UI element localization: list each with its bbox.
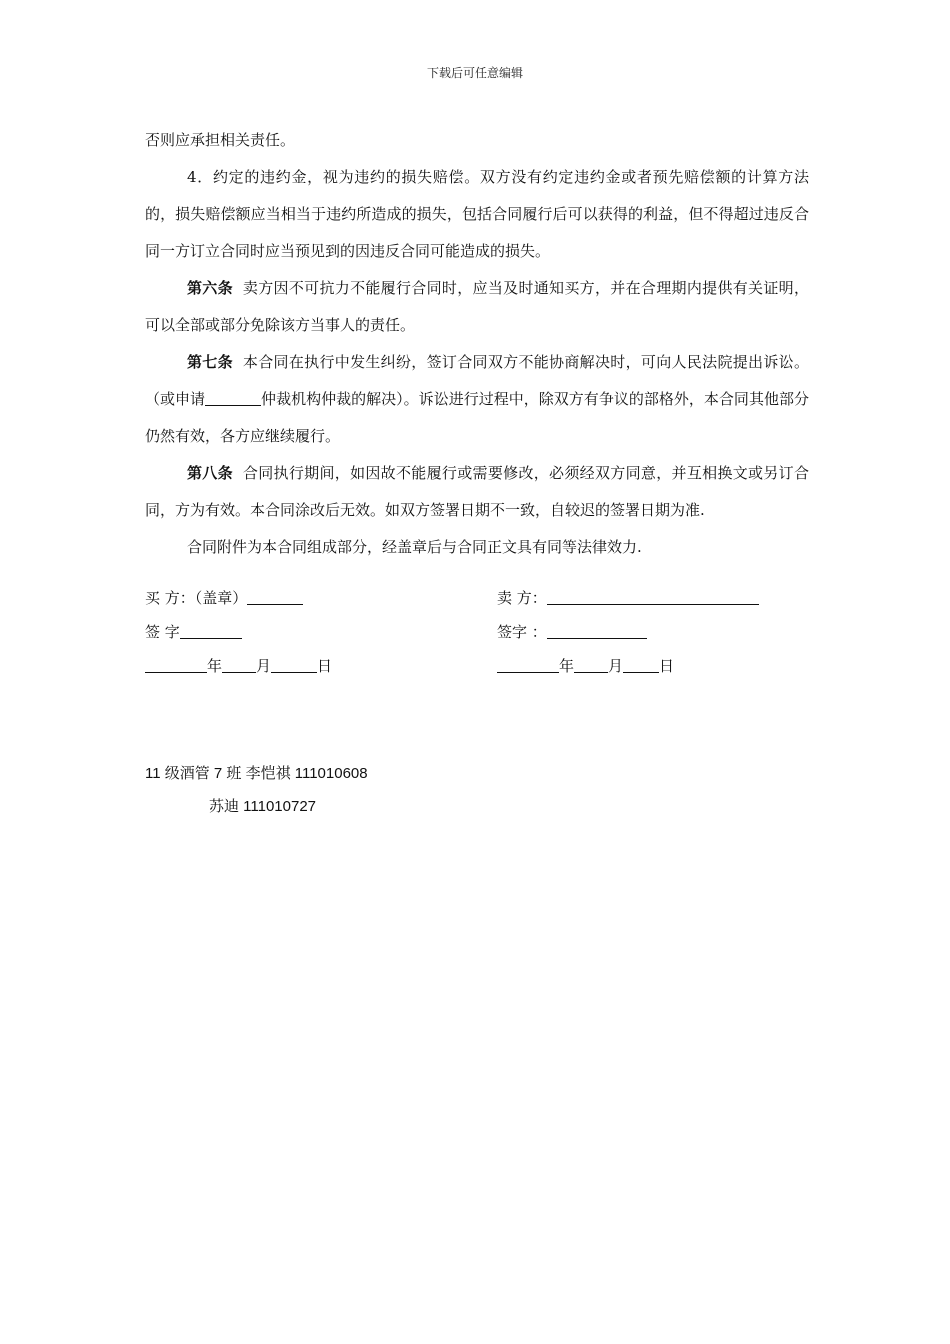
- continuation-text: 否则应承担相关责任。: [145, 131, 296, 149]
- attachment-note: 合同附件为本合同组成部分，经盖章后与合同正文具有同等法律效力.: [187, 538, 642, 556]
- seller-year-label: 年: [559, 657, 575, 675]
- buyer-sign-blank: [180, 623, 242, 639]
- article-8: [145, 455, 809, 529]
- signature-area: [145, 581, 809, 683]
- article-6-body: 卖方因不可抗力不能履行合同时，应当及时通知买方，并在合理期内提供有关证明，可以全部或部分免除该方当事人的责任。: [145, 279, 809, 334]
- article-8-title: 第八条: [187, 464, 233, 482]
- student-line-1: 11 级酒管 7 班 李恺祺 111010608: [145, 765, 368, 782]
- student-info: [145, 757, 368, 823]
- party-row: [145, 581, 809, 615]
- article-7-title: 第七条: [187, 353, 233, 371]
- seller-date-line: [497, 649, 674, 683]
- buyer-label: 买 方：（盖章）: [145, 589, 248, 607]
- buyer-day-blank: [271, 657, 317, 673]
- buyer-seal-blank: [247, 589, 303, 605]
- article-7: [145, 344, 809, 455]
- seller-year-blank: [497, 657, 559, 673]
- date-row: [145, 649, 809, 683]
- article-6-title: 第六条: [187, 279, 233, 297]
- seller-month-blank: [574, 657, 608, 673]
- contract-body: [145, 122, 809, 566]
- seller-label: 卖 方：: [497, 589, 547, 607]
- seller-month-label: 月: [608, 657, 624, 675]
- buyer-year-blank: [145, 657, 207, 673]
- student-line-2: 苏迪 111010727: [209, 798, 317, 815]
- buyer-month-blank: [222, 657, 256, 673]
- seller-sign-line: [497, 615, 647, 649]
- article-8-body: 合同执行期间，如因故不能履行或需要修改，必须经双方同意，并互相换文或另订合同，方为有效。本合同涂改后无效。如双方签署日期不一致，自较迟的签署日期为准.: [145, 464, 809, 519]
- article-7-body-part2: 仲裁机构仲裁的解决）。诉讼进行过程中，除双方有争议的部格外，本合同其他部分仍然有效，各方应继续履行。: [145, 390, 809, 445]
- seller-sign-blank: [547, 623, 647, 639]
- seller-sign-label: 签字 ：: [497, 623, 547, 641]
- seller-blank: [547, 589, 759, 605]
- buyer-sign-label: 签 字: [145, 623, 180, 641]
- buyer-month-label: 月: [256, 657, 272, 675]
- seller-day-blank: [623, 657, 659, 673]
- article-6: [145, 270, 809, 344]
- signature-row: [145, 615, 809, 649]
- seller-day-label: 日: [659, 657, 675, 675]
- arbitration-blank: [205, 390, 261, 406]
- buyer-line: [145, 581, 303, 615]
- seller-line: [497, 581, 759, 615]
- clause-4: 4．约定的违约金，视为违约的损失赔偿。双方没有约定违约金或者预先赔偿额的计算方法的，损失赔偿额应当相当于违约所造成的损失，包括合同履行后可以获得的利益，但不得超过违反合同一方订立合同时应当预见到的因违反合同可能造成的损失。: [145, 168, 809, 260]
- article-7-body-part1: 本合同在执行中发生纠纷，签订合同双方不能协商解决时，可向人民法院提出诉讼。（或申请: [145, 353, 809, 408]
- header-note: 下载后可任意编辑: [426, 66, 523, 80]
- buyer-day-label: 日: [317, 657, 333, 675]
- buyer-sign-line: [145, 615, 242, 649]
- buyer-year-label: 年: [207, 657, 223, 675]
- buyer-date-line: [145, 649, 332, 683]
